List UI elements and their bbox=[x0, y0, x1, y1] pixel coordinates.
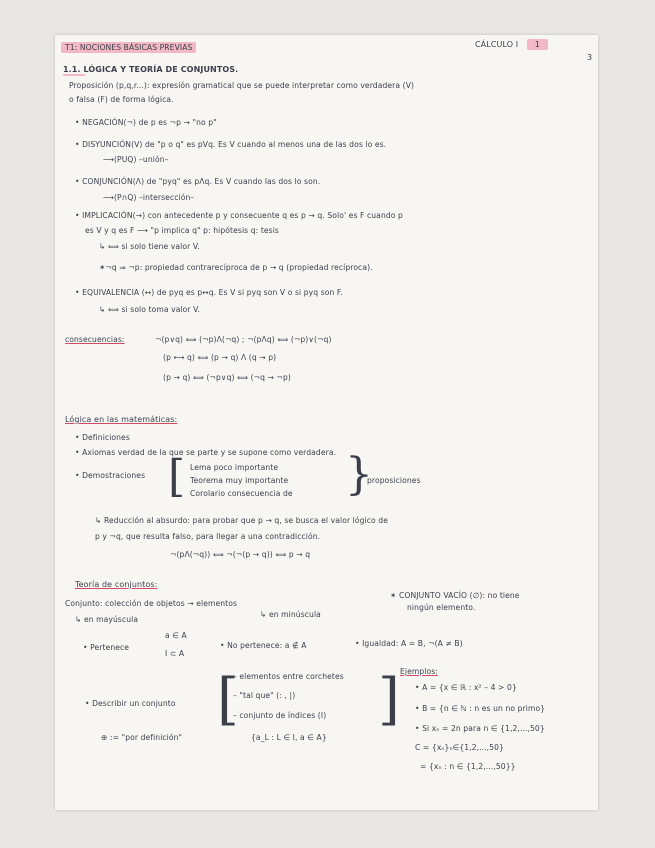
axioms-item: • Axiomas verdad de la que se parte y se supone como verdadera. bbox=[75, 448, 337, 457]
consequence-2: (p ⟷ q) ⟺ (p → q) Λ (q → p) bbox=[163, 353, 277, 362]
definitions-item: • Definiciones bbox=[75, 433, 130, 442]
definition-symbol: ⊕ := "por definición" bbox=[101, 733, 183, 742]
consequences-label: consecuencias: bbox=[65, 335, 125, 344]
empty-set: ✶ CONJUNTO VACÍO (∅): no tiene bbox=[390, 591, 520, 600]
belongs-b: I ⊂ A bbox=[165, 649, 185, 658]
equivalence-item: • EQUIVALENCIA (↔) de pyq es p↔q. Es V si pyq son V o si pyq son F. bbox=[75, 288, 343, 297]
title-underline bbox=[63, 74, 85, 76]
describe-option-3: – conjunto de índices (I) bbox=[233, 711, 327, 720]
set-definition: Conjunto: colección de objetos → elementos bbox=[65, 599, 238, 608]
theorem-line: Teorema muy importante bbox=[190, 476, 289, 485]
math-logic-title: Lógica en las matemáticas: bbox=[65, 415, 178, 424]
example-2: • B = {n ∈ ℕ : n es un no primo} bbox=[415, 704, 546, 713]
equality-item: • Igualdad: A = B, ¬(A ≠ B) bbox=[355, 639, 463, 648]
implication-item: • IMPLICACIÓN(→) con antecedente p y consecuente q es p → q. Solo' es F cuando p bbox=[75, 211, 403, 220]
uppercase-note: ↳ en mayúscula bbox=[75, 615, 139, 624]
propositions-label: proposiciones bbox=[367, 476, 421, 485]
lowercase-note: ↳ en minúscula bbox=[260, 610, 321, 619]
implication-item-4: ✶¬q ⇒ ¬p: propiedad contrarecíproca de p → q (propiedad recíproca). bbox=[99, 263, 373, 272]
describe-option-1: – elementos entre corchetes bbox=[233, 672, 344, 681]
section-title: 1.1. LÓGICA Y TEORÍA DE CONJUNTOS. bbox=[63, 65, 239, 74]
page-number: 3 bbox=[587, 53, 593, 62]
belongs-a: a ∈ A bbox=[165, 631, 187, 640]
implication-item-2: es V y q es F ⟶ "p implica q" p: hipótesis q: tesis bbox=[85, 226, 279, 235]
example-4: C = {xₙ}ₙ∈{1,2,...,50} bbox=[415, 743, 504, 752]
course-label: CÁLCULO I 1 bbox=[475, 40, 548, 49]
examples-brace: ] bbox=[378, 667, 400, 732]
conjunction-intersection: ⟶(P∩Q) –intersección– bbox=[103, 193, 195, 202]
proposiciones-brace: } bbox=[345, 449, 373, 500]
absurd-reduction-3: ¬(pΛ(¬q)) ⟺ ¬(¬(p → q)) ⟺ p → q bbox=[170, 550, 311, 559]
not-belongs-item: • No pertenece: a ∉ A bbox=[220, 641, 307, 650]
equivalence-item-2: ↳ ⟺ si solo toma valor V. bbox=[99, 305, 200, 314]
describe-brace: [ bbox=[217, 667, 239, 732]
corollary-line: Corolario consecuencia de bbox=[190, 489, 293, 498]
consequence-3: (p → q) ⟺ (¬p∨q) ⟺ (¬q → ¬p) bbox=[163, 373, 291, 382]
belongs-item: • Pertenece bbox=[83, 643, 130, 652]
empty-set-2: ningún elemento. bbox=[407, 603, 476, 612]
absurd-reduction: ↳ Reducción al absurdo: para probar que p → q, se busca el valor lógico de bbox=[95, 516, 388, 525]
disjunction-union: ⟶(PUQ) –unión– bbox=[103, 155, 169, 164]
implication-item-3: ↳ ⟺ si solo tiene valor V. bbox=[99, 242, 200, 251]
conjunction-item: • CONJUNCIÓN(Λ) de "pyq" es pΛq. Es V cuando las dos lo son. bbox=[75, 177, 321, 186]
negation-item: • NEGACIÓN(¬) de p es ¬p → "no p" bbox=[75, 118, 217, 127]
describe-option-2: – "tal que" (: , |) bbox=[233, 691, 296, 700]
tab-number: 1 bbox=[527, 39, 548, 50]
describe-set-item: • Describir un conjunto bbox=[85, 699, 176, 708]
lemma-line: Lema poco importante bbox=[190, 463, 279, 472]
proposition-def-2: o falsa (F) de forma lógica. bbox=[69, 95, 174, 104]
absurd-reduction-2: p y ¬q, que resulta falso, para llegar a una contradicción. bbox=[95, 532, 321, 541]
demos-brace: [ bbox=[168, 451, 186, 502]
indexed-set: {a_L : L ∈ I, a ∈ A} bbox=[251, 733, 327, 742]
examples-label: Ejemplos: bbox=[400, 667, 438, 676]
consequence-1: ¬(p∨q) ⟺ (¬p)Λ(¬q) ; ¬(pΛq) ⟺ (¬p)∨(¬q) bbox=[155, 335, 332, 344]
example-5: = {xₙ : n ∈ {1,2,...,50}} bbox=[420, 762, 516, 771]
notebook-page bbox=[55, 35, 598, 810]
set-theory-title: Teoría de conjuntos: bbox=[75, 580, 158, 589]
example-3: • Si xₙ = 2n para n ∈ {1,2,...,50} bbox=[415, 724, 545, 733]
topic-label: T1: NOCIONES BÁSICAS PREVIAS bbox=[61, 43, 196, 52]
example-1: • A = {x ∈ ℝ : x² – 4 > 0} bbox=[415, 683, 517, 692]
proposition-def: Proposición (p,q,r...): expresión gramatical que se puede interpretar como verdadera (V) bbox=[69, 81, 415, 90]
disjunction-item: • DISYUNCIÓN(V) de "p o q" es pVq. Es V cuando al menos una de las dos lo es. bbox=[75, 140, 387, 149]
demonstrations-item: • Demostraciones bbox=[75, 471, 146, 480]
